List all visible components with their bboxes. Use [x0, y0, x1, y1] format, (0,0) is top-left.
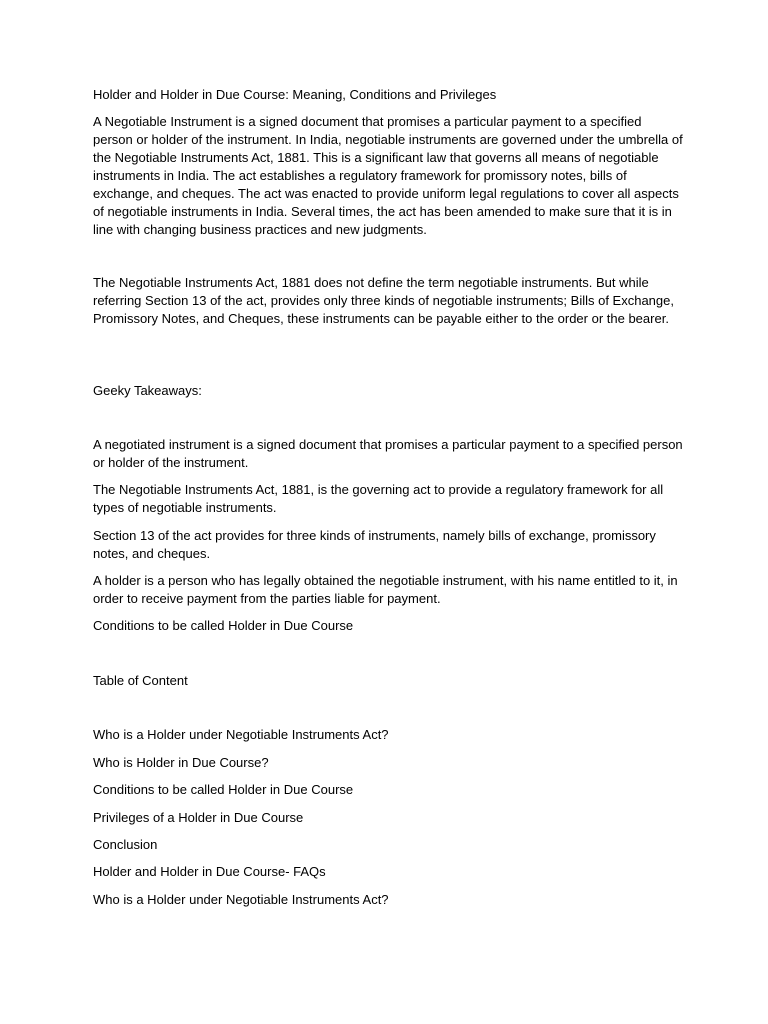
definition-paragraph: The Negotiable Instruments Act, 1881 does not define the term negotiable instruments. But while referring Section 13 of the act, provides only three kinds of negotiable instruments; Bills of Exchange, Promissory Notes, and Cheques, these instruments can be payable either to the order or the bearer.	[93, 275, 674, 326]
takeaway-item: The Negotiable Instruments Act, 1881, is the governing act to provide a regulatory framework for all types of negotiable instruments.	[93, 482, 664, 515]
takeaway-item: Section 13 of the act provides for three kinds of instruments, namely bills of exchange, promissory notes, and cheques.	[93, 528, 656, 561]
takeaway-item: A negotiated instrument is a signed document that promises a particular payment to a specified person or holder of the instrument.	[93, 437, 683, 470]
toc-item: Privileges of a Holder in Due Course	[93, 810, 304, 825]
toc-heading: Table of Content	[93, 673, 188, 688]
intro-paragraph: A Negotiable Instrument is a signed document that promises a particular payment to a specified person or holder of the instrument. In India, negotiable instruments are governed under the umbrella of the Negotiable Instruments Act, 1881. This is a significant law that governs all means of negotiable instruments in India. The act establishes a regulatory framework for promissory notes, bills of exchange, and cheques. The act was enacted to provide uniform legal regulations to cover all aspects of negotiable instruments in India. Several times, the act has been amended to make sure that it is in line with changing business practices and new judgments.	[93, 114, 683, 237]
toc-item: Conclusion	[93, 837, 158, 852]
takeaways-heading: Geeky Takeaways:	[93, 383, 202, 398]
toc-item: Who is a Holder under Negotiable Instruments Act?	[93, 892, 389, 907]
toc-item: Who is Holder in Due Course?	[93, 755, 269, 770]
toc-item: Conditions to be called Holder in Due Course	[93, 782, 354, 797]
toc-item: Holder and Holder in Due Course- FAQs	[93, 864, 326, 879]
toc-item: Who is a Holder under Negotiable Instruments Act?	[93, 727, 389, 742]
takeaway-item: A holder is a person who has legally obtained the negotiable instrument, with his name entitled to it, in order to receive payment from the parties liable for payment.	[93, 573, 678, 606]
document-title: Holder and Holder in Due Course: Meaning, Conditions and Privileges	[93, 87, 497, 102]
takeaway-item: Conditions to be called Holder in Due Course	[93, 618, 354, 633]
